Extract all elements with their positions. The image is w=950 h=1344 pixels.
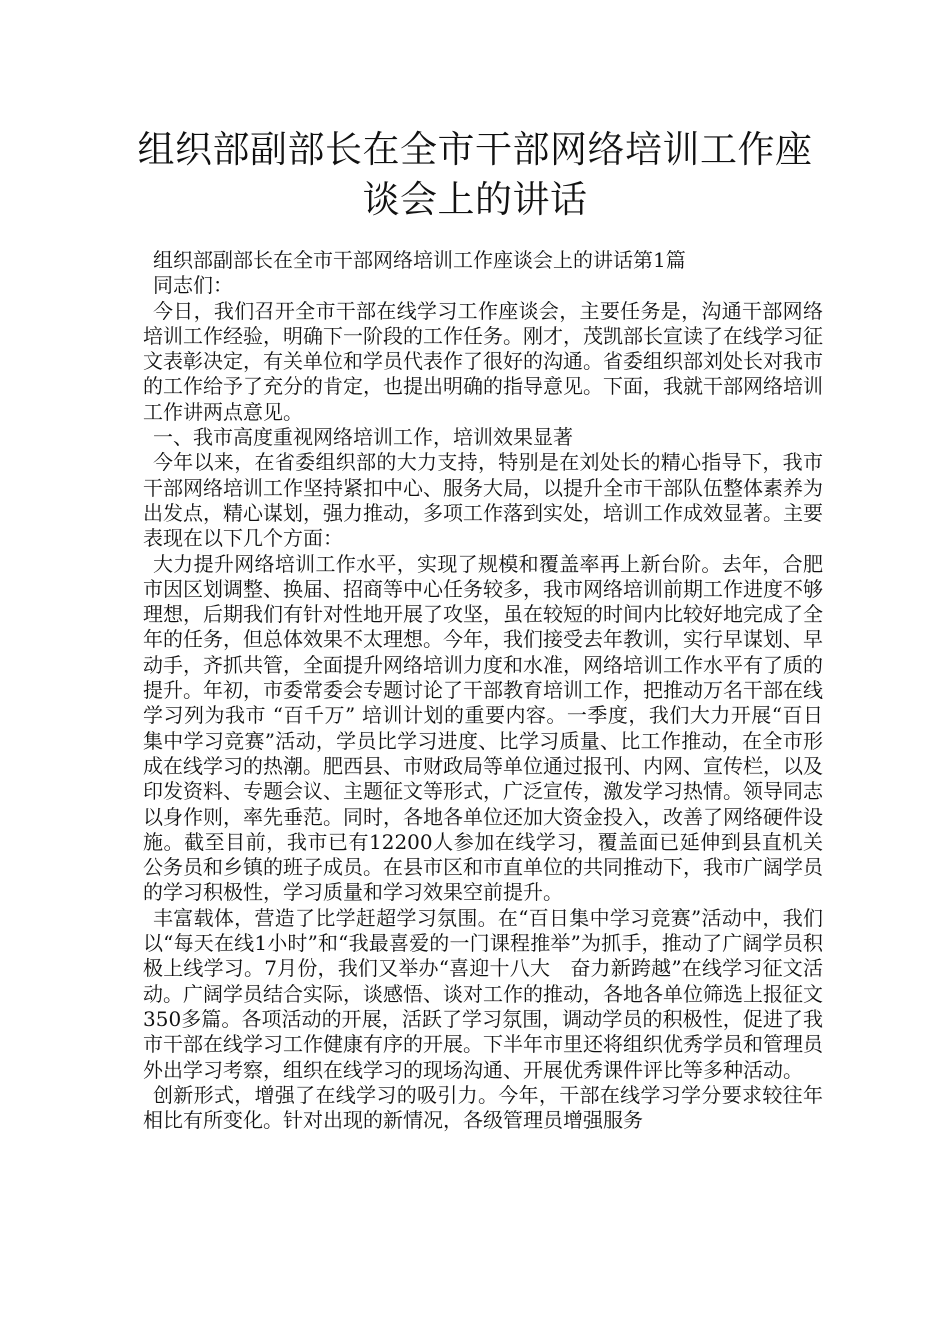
section-heading-1: 一、我市高度重视网络培训工作，培训效果显著 — [153, 425, 573, 450]
salutation: 同志们： — [153, 273, 233, 298]
paragraph-overview: 今年以来，在省委组织部的大力支持，特别是在刘处长的精心指导下，我市干部网络培训工作坚持紧扣中心、服务大局，以提升全市干部队伍整体素养为出发点，精心谋划，强力推动，多项工作落到实处，培训工作成效显著。主要表现在以下几个方面： — [143, 450, 823, 551]
paragraph-atmosphere: 丰富载体，营造了比学赶超学习氛围。在“百日集中学习竞赛”活动中，我们以“每天在线1小时”和“我最喜爱的一门课程推举”为抓手，推动了广阔学员积极上线学习。7月份，我们又举办“喜迎十八大 奋力新跨越”在线学习征文活动。广阔学员结合实际，谈感悟、谈对工作的推动，各地各单位筛选上报征文350多篇。各项活动的开展，活跃了学习氛围，调动学员的积极性，促进了我市干部在线学习工作健康有序的开展。下半年市里还将组织优秀学员和管理员外出学习考察，组织在线学习的现场沟通、开展优秀课件评比等多种活动。 — [143, 905, 823, 1082]
document-subtitle: 组织部副部长在全市干部网络培训工作座谈会上的讲话第1篇 — [153, 248, 686, 272]
title-line-2: 谈会上的讲话 — [362, 178, 588, 221]
title-line-1: 组织部副部长在全市干部网络培训工作座 — [137, 128, 813, 171]
document-title — [120, 125, 830, 225]
paragraph-scale: 大力提升网络培训工作水平，实现了规模和覆盖率再上新台阶。去年，合肥市因区划调整、换届、招商等中心任务较多，我市网络培训前期工作进度不够理想，后期我们有针对性地开展了攻坚，虽在较短的时间内比较好地完成了全年的任务，但总体效果不太理想。今年，我们接受去年教训，实行早谋划、早动手，齐抓共管，全面提升网络培训力度和水准，网络培训工作水平有了质的提升。年初，市委常委会专题讨论了干部教育培训工作，把推动万名干部在线学习列为我市 “百千万” 培训计划的重要内容。一季度，我们大力开展“百日集中学习竞赛”活动，学员比学习进度、比学习质量、比工作推动，在全市形成在线学习的热潮。肥西县、市财政局等单位通过报刊、内网、宣传栏，以及印发资料、专题会议、主题征文等形式，广泛宣传，激发学习热情。领导同志以身作则，率先垂范。同时，各地各单位还加大资金投入，改善了网络硬件设施。截至目前，我市已有12200人参加在线学习，覆盖面已延伸到县直机关公务员和乡镇的班子成员。在县市区和市直单位的共同推动下，我市广阔学员的学习积极性，学习质量和学习效果空前提升。 — [143, 551, 823, 905]
document-body — [143, 248, 823, 1133]
paragraph-innovation: 创新形式，增强了在线学习的吸引力。今年，干部在线学习学分要求较往年相比有所变化。针对出现的新情况，各级管理员增强服务 — [143, 1082, 823, 1133]
paragraph-intro: 今日，我们召开全市干部在线学习工作座谈会，主要任务是，沟通干部网络培训工作经验，明确下一阶段的工作任务。刚才，茂凯部长宣读了在线学习征文表彰决定，有关单位和学员代表作了很好的沟通。省委组织部刘处长对我市的工作给予了充分的肯定，也提出明确的指导意见。下面，我就干部网络培训工作讲两点意见。 — [143, 298, 823, 424]
